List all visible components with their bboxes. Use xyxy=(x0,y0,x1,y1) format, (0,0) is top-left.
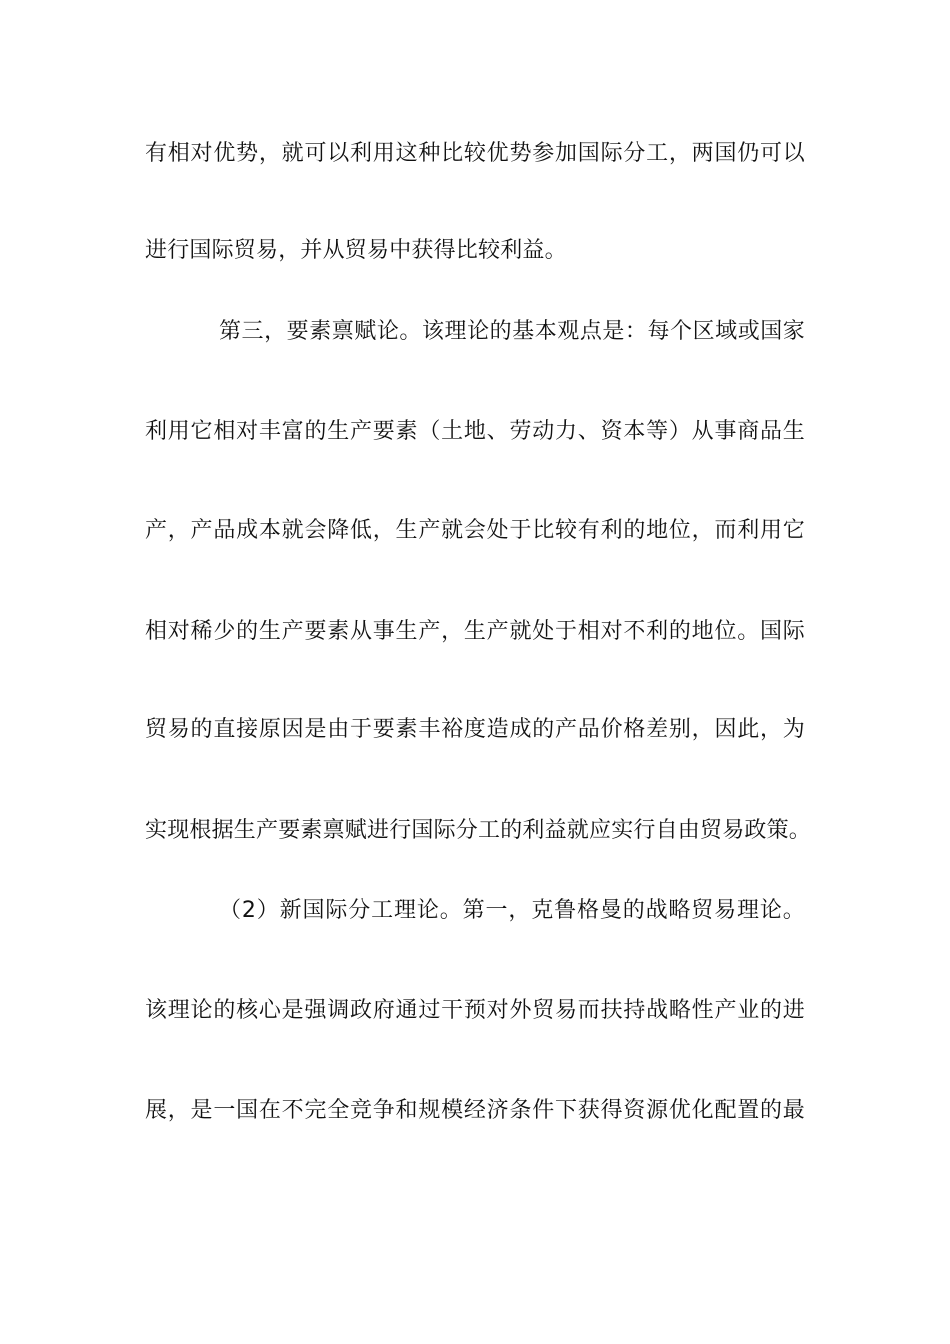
paragraph-line-4: 利用它相对丰富的生产要素（土地、劳动力、资本等）从事商品生 xyxy=(145,419,805,444)
paragraph-line-5: 产，产品成本就会降低，生产就会处于比较有利的地位，而利用它 xyxy=(145,518,805,543)
paragraph-line-8: 实现根据生产要素禀赋进行国际分工的利益就应实行自由贸易政策。 xyxy=(145,818,812,843)
paragraph-line-1: 有相对优势，就可以利用这种比较优势参加国际分工，两国仍可以 xyxy=(145,141,805,166)
paragraph-line-9: （2）新国际分工理论。第一，克鲁格曼的战略贸易理论。 xyxy=(219,898,805,923)
paragraph-line-11: 展，是一国在不完全竞争和规模经济条件下获得资源优化配置的最 xyxy=(145,1098,805,1123)
paragraph-line-7: 贸易的直接原因是由于要素丰裕度造成的产品价格差别，因此，为 xyxy=(145,717,805,742)
paragraph-line-6: 相对稀少的生产要素从事生产，生产就处于相对不利的地位。国际 xyxy=(145,619,805,644)
paragraph-line-2: 进行国际贸易，并从贸易中获得比较利益。 xyxy=(145,238,567,263)
paragraph-line-10: 该理论的核心是强调政府通过干预对外贸易而扶持战略性产业的进 xyxy=(145,998,805,1023)
paragraph-line-3: 第三，要素禀赋论。该理论的基本观点是：每个区域或国家 xyxy=(219,319,805,344)
